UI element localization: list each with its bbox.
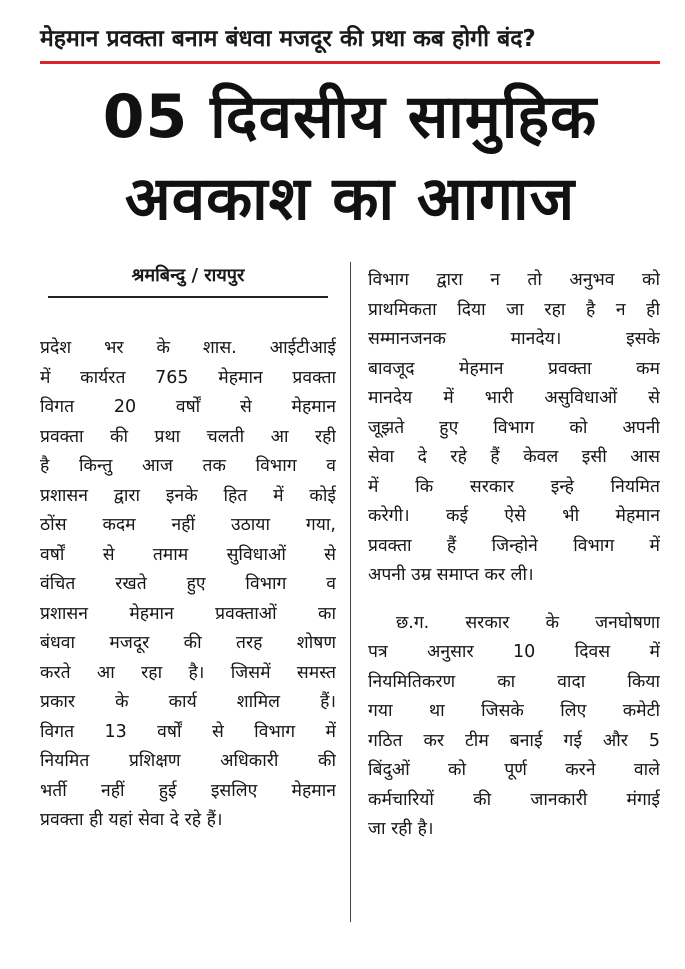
text-line: प्राथमिकता दिया जा रहा है न ही (368, 299, 660, 320)
text-line: कर्मचारियों की जानकारी मंगाई (368, 789, 660, 810)
text-line: जा रही है। (368, 819, 434, 839)
byline: श्रमबिन्दु / रायपुर (131, 265, 245, 286)
text-line: पत्र अनुसार 10 दिवस में (368, 642, 660, 662)
left-column (40, 334, 336, 836)
text-line: नियमित प्रशिक्षण अधिकारी की (40, 751, 336, 771)
text-line: प्रशासन द्वारा इनके हित में कोई (40, 485, 336, 506)
text-line: करेगी। कई ऐसे भी मेहमान (368, 506, 660, 526)
text-line: विभाग द्वारा न तो अनुभव को (368, 270, 660, 290)
text-line: वर्षों से तमाम सुविधाओं से (40, 544, 336, 565)
kicker-divider (40, 61, 660, 64)
text-line: प्रदेश भर के शास. आईटीआई (40, 338, 336, 358)
text-line: गया था जिसके लिए कमेटी (368, 701, 660, 721)
text-line: प्रवक्ता हैं जिन्होने विभाग में (368, 535, 660, 556)
text-line: छ.ग. सरकार के जनघोषणा (396, 612, 660, 633)
text-line: करते आ रहा है। जिसमें समस्त (40, 662, 336, 683)
text-line: विगत 20 वर्षों से मेहमान (40, 397, 336, 417)
text-line: सेवा दे रहे हैं केवल इसी आस (368, 447, 660, 467)
text-line: ठोंस कदम नहीं उठाया गया, (40, 515, 336, 535)
text-line: मानदेय में भारी असुविधाओं से (368, 388, 660, 408)
column-divider (350, 262, 351, 922)
byline-divider (48, 296, 328, 298)
kicker-headline: मेहमान प्रवक्ता बनाम बंधवा मजदूर की प्रथा कब होगी बंद? (40, 26, 536, 52)
headline-line-2: अवकाश का आगाज (124, 164, 576, 234)
text-line: प्रकार के कार्य शामिल हैं। (40, 692, 336, 712)
text-line: है किन्तु आज तक विभाग व (40, 456, 336, 476)
text-line: प्रशासन मेहमान प्रवक्ताओं का (40, 603, 336, 624)
text-line: अपनी उम्र समाप्त कर ली। (368, 565, 534, 585)
text-line: सम्मानजनक मानदेय। इसके (368, 329, 660, 349)
text-line: बिंदुओं को पूर्ण करने वाले (368, 760, 660, 780)
text-line: में कार्यरत 765 मेहमान प्रवक्ता (40, 367, 336, 388)
text-line: नियमितिकरण का वादा किया (368, 671, 660, 692)
text-line: में कि सरकार इन्हे नियमित (368, 476, 660, 497)
text-line: प्रवक्ता ही यहां सेवा दे रहे हैं। (40, 810, 223, 830)
text-line: वंचित रखते हुए विभाग व (40, 574, 336, 594)
main-headline (40, 76, 660, 240)
text-line: बंधवा मजदूर की तरह शोषण (40, 633, 336, 653)
text-line: गठित कर टीम बनाई गई और 5 (368, 730, 660, 751)
text-line: विगत 13 वर्षों से विभाग में (40, 721, 336, 742)
right-column (368, 266, 660, 845)
text-line: भर्ती नहीं हुई इसलिए मेहमान (40, 780, 336, 801)
text-line: जूझते हुए विभाग को अपनी (368, 417, 660, 438)
text-line: प्रवक्ता की प्रथा चलती आ रही (40, 426, 336, 447)
headline-line-1: 05 दिवसीय सामुहिक (102, 82, 598, 152)
text-line: बावजूद मेहमान प्रवक्ता कम (368, 358, 660, 379)
paragraph-gap (368, 591, 660, 609)
